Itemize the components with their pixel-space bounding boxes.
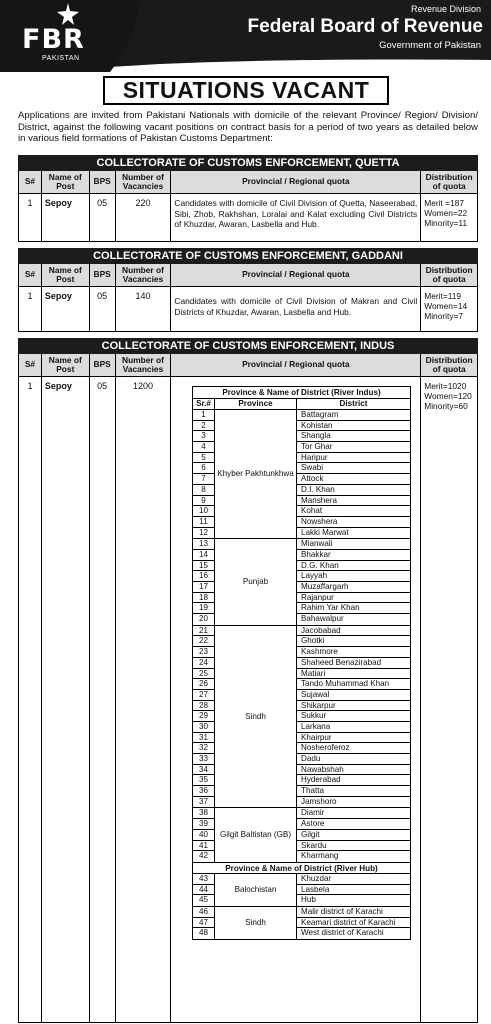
dist-minority: Minority=60 [424,401,468,411]
district-name: Astore [297,819,410,830]
page-title: SITUATIONS VACANT [103,76,389,105]
row-bps: 05 [90,377,116,1022]
serial-number: 11 [193,517,214,528]
col-vacancies: Number of Vacancies [116,264,172,286]
district-name: Attock [297,474,410,485]
header-banner [0,0,491,72]
serial-number: 13 [193,539,214,550]
dist-minority: Minority=7 [424,311,464,321]
district-name: Bahawalpur [301,614,344,624]
col-distribution: Distribution of quota [425,354,473,374]
serial-column [193,410,215,538]
division-name: Revenue Division [410,4,481,14]
col-bps: BPS [90,264,116,286]
district-name: Mianwali [297,539,410,550]
province-name: Gilgit Baltistan (GB) [215,808,297,861]
serial-number: 30 [193,722,214,733]
district-name: Haripur [297,453,410,464]
serial-number: 34 [193,765,214,776]
serial-number: 19 [193,603,214,614]
row-vacancies: 140 [116,287,172,331]
district-name: Nowshera [297,517,410,528]
serial-number: 36 [193,786,214,797]
district-name: Hyderabad [297,775,410,786]
district-name: D.I. Khan [297,485,410,496]
district-name: D.G. Khan [297,561,410,572]
dist-merit: Merit =187 [424,198,465,208]
indus-groups [193,410,410,862]
district-name: Muzaffargarh [297,582,410,593]
district-name: Jacobabad [297,626,410,637]
district-column [297,874,410,906]
serial-number: 21 [193,626,214,637]
serial-number: 47 [193,918,214,929]
col-distribution: Distribution of quota [425,171,473,191]
serial-number: 16 [193,571,214,582]
row-quota: Candidates with domicile of Civil Division of Makran and Civil Districts of Khuzdar, Awaran, Lasbella and Hub. [171,287,421,331]
col-post: Name of Post [42,171,90,193]
serial-number: 15 [193,561,214,572]
province-name: Khyber Pakhtunkhwa [215,410,297,538]
district-name: Ghotki [297,636,410,647]
table-row [18,287,478,332]
serial-number: 41 [193,841,214,852]
row-distribution [421,194,477,241]
serial-number: 12 [198,527,208,537]
province-group [193,410,410,539]
dist-minority: Minority=11 [424,218,468,228]
serial-number: 27 [193,690,214,701]
district-name: Sujawal [297,690,410,701]
col-post: Name of Post [42,354,90,376]
serial-number: 43 [193,874,214,885]
hub-groups [193,874,410,939]
col-sr: Sr.# [193,399,215,409]
star-logo-icon [57,3,79,25]
province-group [193,539,410,626]
section-gaddani [18,248,478,332]
district-table-heading-hub: Province & Name of District (River Hub) [193,862,410,874]
serial-number: 39 [193,819,214,830]
intro-paragraph: Applications are invited from Pakistani Nationals with domicile of the relevant Province/ Region/ Division/ District, against the following vacant positions on contract basis for a period of two years as detailed below in various field formations of Pakistan Customs Department: [18,110,478,144]
serial-number: 25 [193,669,214,680]
col-quota: Provincial / Regional quota [171,171,421,193]
district-name: Nosheroferoz [297,743,410,754]
row-distribution [421,287,477,331]
serial-number: 45 [198,895,208,905]
district-name: Dadu [297,754,410,765]
district-name: Diamir [297,808,410,819]
district-column [297,808,410,861]
serial-column [193,808,215,861]
row-distribution [421,377,477,1022]
district-name: Larkana [297,722,410,733]
district-name: Jamshoro [301,796,337,806]
district-name: Shangla [297,431,410,442]
district-name: Sukkur [297,711,410,722]
district-name: Manshera [297,496,410,507]
row-sno: 1 [19,287,42,331]
district-name: Skardu [297,841,410,852]
district-name: Lasbela [297,885,410,896]
row-vacancies: 1200 [116,377,172,1022]
serial-number: 38 [193,808,214,819]
organization-name: Federal Board of Revenue [247,16,483,37]
district-name: Khuzdar [297,874,410,885]
serial-number: 46 [193,907,214,918]
serial-number: 24 [193,658,214,669]
district-table-columns [193,399,410,410]
district-name: Battagram [297,410,410,421]
dist-merit: Merit=1020 [424,381,467,391]
serial-number: 42 [198,851,208,861]
serial-number: 3 [193,431,214,442]
serial-number: 31 [193,733,214,744]
district-name: Nawabshah [297,765,410,776]
province-name: Balochistan [215,874,297,906]
col-post: Name of Post [42,264,90,286]
district-name: Shaheed Benazirabad [297,658,410,669]
district-name: Lakki Marwat [301,527,349,537]
serial-number: 8 [193,485,214,496]
col-distribution: Distribution of quota [425,264,473,284]
district-name: Gilgit [297,830,410,841]
serial-number: 28 [193,701,214,712]
dist-merit: Merit=119 [424,291,462,301]
row-post: Sepoy [42,377,90,1022]
district-name: Swabi [297,463,410,474]
table-row [18,194,478,242]
serial-number: 23 [193,647,214,658]
district-column [297,626,410,808]
section-title: COLLECTORATE OF CUSTOMS ENFORCEMENT, INDUS [18,338,478,354]
serial-number: 5 [193,453,214,464]
government-name: Government of Pakistan [379,40,481,51]
district-column [297,907,410,939]
col-bps: BPS [90,171,116,193]
serial-column [193,907,215,939]
serial-number: 10 [193,506,214,517]
serial-number: 6 [193,463,214,474]
district-column [297,410,410,538]
serial-number: 40 [193,830,214,841]
dist-women: Women=14 [424,301,468,311]
row-post: Sepoy [42,194,90,241]
serial-number: 22 [193,636,214,647]
district-name: Kashmore [297,647,410,658]
district-table-heading-indus: Province & Name of District (River Indus) [193,387,410,399]
district-name: Kharmang [301,851,339,861]
district-name: Hub [301,895,316,905]
district-name: West district of Karachi [301,928,384,938]
serial-column [193,626,215,808]
col-vacancies: Number of Vacancies [116,171,172,193]
col-sno: S# [19,171,42,193]
fbr-logo-text: FBR [22,24,85,55]
row-quota: Candidates with domicile of Civil Division of Quetta, Naseerabad, Sibi, Zhob, Rakhshan, Loralai and Kalat excluding Civil Districts of Khuzdar, Awaran, Lasbella and Hub. [171,194,421,241]
section-title: COLLECTORATE OF CUSTOMS ENFORCEMENT, GADDANI [18,248,478,264]
province-group [193,874,410,907]
district-name: Tando Muhammad Khan [297,679,410,690]
province-name: Sindh [215,907,297,939]
serial-number: 33 [193,754,214,765]
serial-number: 37 [198,796,208,806]
district-name: Keamari district of Karachi [297,918,410,929]
province-group [193,626,410,809]
serial-column [193,874,215,906]
district-name: Rajanpur [297,593,410,604]
district-column [297,539,410,625]
section-quetta [18,155,478,242]
serial-number: 29 [193,711,214,722]
district-name: Rahim Yar Khan [297,603,410,614]
row-vacancies: 220 [116,194,172,241]
serial-number: 14 [193,550,214,561]
column-header [18,264,478,287]
province-group [193,808,410,861]
district-name: Bhakkar [297,550,410,561]
district-name: Thatta [297,786,410,797]
district-table [192,386,411,940]
col-province: Province [215,399,297,409]
section-title: COLLECTORATE OF CUSTOMS ENFORCEMENT, QUETTA [18,155,478,171]
serial-number: 2 [193,421,214,432]
serial-number: 7 [193,474,214,485]
row-bps: 05 [90,194,116,241]
col-quota: Provincial / Regional quota [171,354,421,376]
district-name: Layyah [297,571,410,582]
province-name: Punjab [215,539,297,625]
serial-number: 17 [193,582,214,593]
row-sno: 1 [19,194,42,241]
district-name: Shikarpur [297,701,410,712]
serial-number: 4 [193,442,214,453]
dist-women: Women=120 [424,391,472,401]
serial-number: 48 [198,928,208,938]
row-post: Sepoy [42,287,90,331]
col-district: District [339,399,368,408]
province-group [193,907,410,939]
row-bps: 05 [90,287,116,331]
district-name: Matiari [297,669,410,680]
col-sno: S# [19,264,42,286]
column-header [18,354,478,377]
province-name: Sindh [215,626,297,808]
district-name: Tor Ghar [297,442,410,453]
serial-number: 20 [198,614,208,624]
district-name: Kohistan [297,421,410,432]
serial-number: 26 [193,679,214,690]
district-name: Khairpur [297,733,410,744]
col-bps: BPS [90,354,116,376]
logo-subtitle: PAKISTAN [42,55,80,62]
serial-number: 18 [193,593,214,604]
serial-number: 9 [193,496,214,507]
serial-number: 1 [193,410,214,421]
district-name: Kohat [297,506,410,517]
serial-number: 35 [193,775,214,786]
col-quota: Provincial / Regional quota [171,264,421,286]
serial-column [193,539,215,625]
row-sno: 1 [19,377,42,1022]
col-vacancies: Number of Vacancies [116,354,172,376]
district-name: Malir district of Karachi [297,907,410,918]
col-sno: S# [19,354,42,376]
column-header [18,171,478,194]
serial-number: 32 [193,743,214,754]
dist-women: Women=22 [424,208,468,218]
serial-number: 44 [193,885,214,896]
